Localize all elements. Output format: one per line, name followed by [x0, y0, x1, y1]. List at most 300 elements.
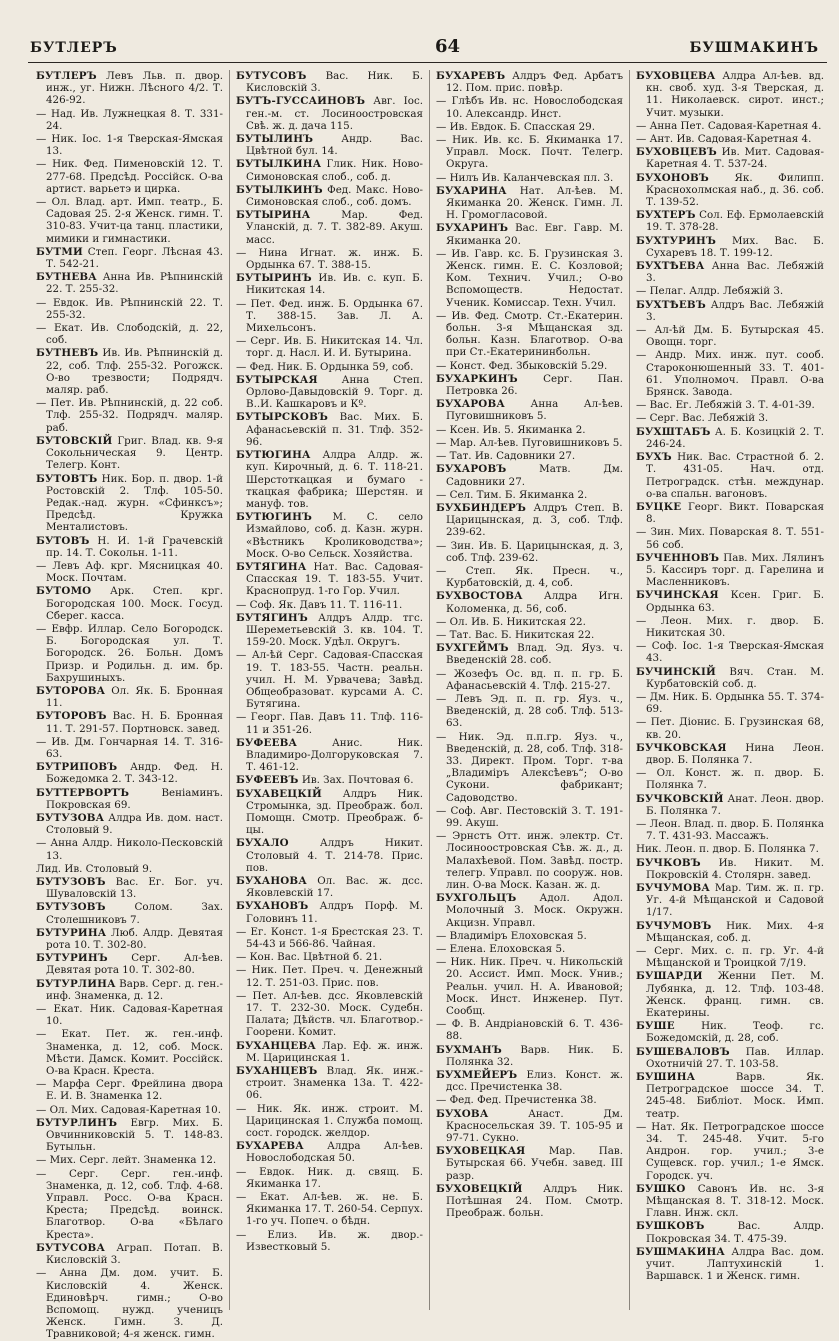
- entry-surname: БУТУРИНЪ: [36, 952, 108, 965]
- directory-entry: [36, 736, 223, 760]
- entry-surname: БУФЕЕВА: [236, 736, 298, 749]
- entry-details: Як. Филипп. Краснохолмская наб., д. 36. соб. Т. 139-52.: [646, 171, 824, 209]
- header-left-word: БУТЛЕРЪ: [30, 40, 118, 56]
- entry-details: Влад. Эд. Яуз. ч. Введенскій 28. соб.: [446, 642, 623, 667]
- columns: [30, 70, 830, 1341]
- directory-entry: [636, 589, 824, 613]
- directory-entry: [636, 209, 824, 233]
- directory-entry: [436, 1108, 623, 1145]
- entry-details: Серг. Ал-ѣев. Девятая рота 10. Т. 302-80.: [46, 952, 223, 977]
- directory-entry: [36, 952, 223, 976]
- entry-details: Солом. Зах. Столешниковъ 7.: [46, 901, 223, 926]
- directory-entry: [636, 767, 824, 791]
- directory-entry: [236, 335, 423, 359]
- directory-entry: [636, 970, 824, 1019]
- entry-details: Анна Вас. Лебяжій 3.: [646, 260, 824, 285]
- entry-surname: БУХАРЕВЪ: [436, 70, 506, 82]
- entry-surname: БУШАРДИ: [636, 970, 703, 983]
- entry-details: — Ник. Ник. Преч. ч. Никольскій 20. Ассист. Имп. Моск. Унив.; Реальн. учил. Н. А. Ивановой; Моск. Инст. Инженер. Пут. Сообщ.: [436, 956, 623, 1018]
- directory-entry: [436, 805, 623, 829]
- entry-details: Варв. Серг. д. ген.-инф. Знаменка, д. 12.: [46, 977, 223, 1002]
- entry-surname: БУХМЕЙЕРЪ: [436, 1069, 518, 1082]
- directory-entry: [236, 737, 423, 774]
- entry-details: Нат. Ал-ѣев. М. Якиманка 20. Женск. Гимн. Л. Н. Громогласовой.: [446, 184, 623, 222]
- entry-details: Влад. Як. инж.-строит. Знаменка 13а. Т. 422-06.: [246, 1065, 423, 1102]
- directory-entry: [36, 435, 223, 472]
- entry-details: — Серг. Мих. с. п. гр. Уг. 4-й Мѣщанской и Троицкой 7/19.: [636, 945, 824, 970]
- directory-entry: [36, 1267, 223, 1340]
- entry-surname: БУТЫРИНА: [236, 209, 311, 222]
- entry-surname: БУХАНОВА: [236, 875, 307, 887]
- directory-entry: [636, 1020, 824, 1044]
- directory-entry: [36, 322, 223, 346]
- entry-details: — Пет. Фед. инж. Б. Ордынка 67. Т. 388-15. Зав. Л. А. Михельсонъ.: [236, 297, 423, 335]
- entry-details: Степ. Георг. Лѣсная 43. Т. 542-21.: [46, 245, 223, 271]
- directory-entry: [636, 172, 824, 209]
- entry-surname: БУТЫРСКОВЪ: [236, 411, 329, 424]
- entry-details: Анна Степ. Орлово-Давыдовскій 9. Торг. д. В..И. Кашкаровъ и Кº.: [246, 373, 423, 411]
- entry-details: Алдра Вас. дом. учит. Лаптухинскій 1. Варшавск. 1 и Женск. гимн.: [646, 1245, 824, 1283]
- entry-details: — Ив. Евдок. Б. Спасская 29.: [436, 120, 595, 133]
- entry-surname: БУТОВЪ: [36, 534, 90, 547]
- entry-surname: БУЧИНСКАЯ: [636, 589, 719, 602]
- entry-details: — Нилъ Ив. Каланчевская пл. 3.: [436, 171, 614, 184]
- entry-details: Савонъ Ив. нс. 3-я Мѣщанская 8. Т. 318-12. Моск. Главн. Инж. скл.: [646, 1182, 824, 1220]
- header-right-word: БУШМАКИНЪ: [689, 40, 819, 56]
- directory-entry: [636, 1183, 824, 1220]
- entry-details: — Зин. Ив. Б. Царицынская, д. 3, соб. Тлф. 239-62.: [436, 539, 623, 564]
- entry-details: Мар. Фед. Уланскій, д. 7. Т. 382-89. Акуш. масс.: [246, 209, 423, 246]
- directory-entry: [236, 1103, 423, 1140]
- directory-entry: [236, 70, 423, 94]
- directory-entry: [236, 247, 423, 271]
- entry-details: — Фед. Ник. Б. Ордынка 59, соб.: [236, 360, 414, 373]
- directory-entry: [436, 373, 623, 397]
- directory-entry: [36, 1117, 223, 1154]
- entry-details: — Ал-ѣй Дм. Б. Бутырская 45. Овощн. торг.: [636, 324, 824, 349]
- directory-entry: [436, 565, 623, 589]
- entry-surname: БУХОВЕЦКАЯ: [436, 1145, 526, 1158]
- directory-entry: [636, 299, 824, 323]
- directory-entry: [436, 95, 623, 119]
- entry-details: — Екат. Пет. ж. ген.-инф. Знаменка, д. 12, соб. Моск. Мѣсти. Дамск. Комит. Россійск. О-ва Красн. Креста.: [36, 1028, 223, 1078]
- entry-details: — Левъ Эд. п. п. гр. Яуз. ч., Введенскій, д. 28 соб. Тлф. 513-63.: [436, 692, 623, 730]
- directory-entry: [636, 640, 824, 664]
- entry-details: Андр. Фед. Н. Божедомка 2. Т. 343-12.: [46, 761, 223, 786]
- entry-surname: БУТУСОВЪ: [236, 70, 307, 82]
- directory-entry: [636, 235, 824, 259]
- entry-details: Андр. Вас. Цвѣтной бул. 14.: [246, 133, 423, 158]
- directory-entry: [436, 892, 623, 929]
- directory-entry: [436, 424, 623, 436]
- entry-details: — Соф. Як. Давъ 11. Т. 116-11.: [236, 598, 403, 611]
- directory-entry: [436, 463, 623, 487]
- directory-entry: [436, 1183, 623, 1220]
- directory-entry: [636, 793, 824, 817]
- entry-details: Ив. Никит. М. Покровскій 4. Столярн. завед.: [646, 856, 824, 881]
- entry-surname: БУХАНОВЪ: [236, 900, 309, 913]
- entry-details: — Тат. Вас. Б. Никитская 22.: [436, 628, 595, 641]
- directory-entry: [236, 1040, 423, 1064]
- entry-details: — Екат. Ив. Слободскій, д. 22, соб.: [36, 322, 223, 347]
- directory-entry: [636, 1071, 824, 1120]
- directory-entry: [436, 930, 623, 942]
- entry-details: Ив. Ив. с. куп. Б. Никитская 14.: [246, 272, 423, 297]
- entry-details: — Тат. Ив. Садовники 27.: [436, 450, 576, 463]
- entry-surname: БУХАРЕВА: [236, 1140, 304, 1153]
- entry-surname: БУХАРОВЪ: [436, 463, 507, 476]
- directory-entry: [236, 711, 423, 735]
- entry-surname: БУТЪ-ГУССАИНОВЪ: [236, 95, 366, 108]
- entry-details: — Ник. Як. инж. строит. М. Царицинская 1. Служба помощ. сост. городск. желдор.: [236, 1102, 423, 1140]
- directory-entry: [36, 761, 223, 785]
- entry-surname: БУХАЛО: [236, 837, 289, 850]
- entry-surname: БУЧКОВСКАЯ: [636, 741, 727, 754]
- entry-details: — Ант. Ив. Садовая-Каретная 4.: [636, 133, 812, 146]
- entry-details: Аграп. Потап. В. Кисловскій 3.: [46, 1241, 223, 1267]
- directory-entry: [436, 540, 623, 564]
- directory-entry: [36, 623, 223, 684]
- entry-details: Ив. Зах. Почтовая 6.: [298, 774, 414, 787]
- entry-details: Алдра Ив. дом. наст. Столовый 9.: [46, 811, 223, 837]
- directory-entry: [636, 818, 824, 842]
- entry-details: — Ник. Іос. 1-я Тверская-Ямская 13.: [36, 133, 223, 158]
- directory-entry: [236, 599, 423, 611]
- entry-details: — Ив. Дм. Гончарная 14. Т. 316-63.: [36, 735, 223, 760]
- entry-surname: БУТЯГИНА: [236, 560, 307, 573]
- directory-entry: [236, 837, 423, 874]
- entry-surname: БУТЫРИНЪ: [236, 272, 312, 285]
- directory-entry: [436, 616, 623, 628]
- entry-surname: БУХАНЦЕВЪ: [236, 1065, 318, 1078]
- entry-surname: БУТЫЛКИНА: [236, 158, 322, 171]
- entry-surname: БУШКО: [636, 1182, 686, 1195]
- directory-entry: [36, 1003, 223, 1027]
- entry-details: — Ол. Ив. Б. Никитская 22.: [436, 615, 586, 628]
- entry-surname: БУХОВЦЕВЪ: [636, 146, 717, 159]
- entry-details: Алдра Ал-ѣев. Новослободская 50.: [246, 1140, 423, 1165]
- directory-entry: [436, 360, 623, 372]
- entry-details: Вас. Алдр. Покровская 34. Т. 475-39.: [646, 1220, 824, 1245]
- entry-details: Алдръ Алдр. тгс. Шереметьевскій 3. кв. 104. Т. 159-20. Моск. Удѣл. Округъ.: [246, 611, 423, 649]
- directory-entry: [436, 310, 623, 359]
- entry-surname: БУТЯГИНЪ: [236, 611, 308, 624]
- directory-entry: [236, 1229, 423, 1253]
- entry-details: Георг. Викт. Поварская 8.: [646, 500, 824, 526]
- directory-entry: [436, 642, 623, 666]
- entry-details: — Евдок. Ник. д. свящ. Б. Якиманка 17.: [236, 1165, 423, 1190]
- directory-entry: [636, 742, 824, 766]
- entry-details: Ник. Мих. 4-я Мѣщанская, соб. д.: [646, 919, 824, 944]
- directory-entry: [436, 590, 623, 614]
- entry-details: Мар. Пав. Бутырская 66. Учебн. завед. III разр.: [446, 1145, 623, 1182]
- entry-details: Левъ Льв. п. двор. инж., уг. Нижн. Лѣсного 4/2. Т. 426-92.: [46, 70, 223, 107]
- directory-entry: [236, 774, 423, 786]
- directory-entry: [36, 246, 223, 270]
- directory-entry: [636, 691, 824, 715]
- entry-surname: БУТОРОВА: [36, 684, 106, 697]
- entry-details: Алдръ Фед. Арбатъ 12. Пом. прис. повѣр.: [446, 70, 623, 95]
- directory-entry: [36, 787, 223, 811]
- directory-entry: [236, 1166, 423, 1190]
- directory-entry: [436, 1044, 623, 1068]
- entry-details: — Ив. Фед. Смотр. Ст.-Екатерин. больн. 3-я Мѣщанская зд. больн. Казн. Благотвор. О-ва при Ст.-Екатерининбольн.: [436, 309, 623, 359]
- entry-details: — Ф. В. Андріановскій 6. Т. 436-88.: [436, 1018, 623, 1043]
- directory-entry: [436, 450, 623, 462]
- directory-entry: [36, 1028, 223, 1077]
- entry-details: — Серг. Серг. ген.-инф. Знаменка, д. 12, соб. Тлф. 4-68. Управл. Росс. О-ва Красн. Креста; Предсѣд. воинск. Благотвор. О-ва «Бѣлаго Креста».: [36, 1167, 223, 1241]
- directory-entry: [436, 502, 623, 539]
- directory-entry: [636, 1220, 824, 1244]
- entry-details: — Екат. Ал-ѣев. ж. не. Б. Якиманка 17. Т. 260-54. Серпух. 1-го уч. Попеч. о бѣдн.: [236, 1191, 423, 1228]
- directory-entry: [636, 920, 824, 944]
- entry-details: — Ег. Конст. 1-я Брестская 23. Т. 54-43 и 566-86. Чайная.: [236, 925, 423, 951]
- entry-details: Веніаминъ. Покровская 69.: [46, 786, 223, 811]
- directory-entry: [436, 731, 623, 804]
- page-header: [30, 36, 827, 62]
- entry-details: Мар. Тим. ж. п. гр. Уг. 4-й Мѣщанской и Садовой 1/17.: [646, 882, 824, 919]
- entry-details: — Фед. Фед. Пречистенка 38.: [436, 1094, 597, 1107]
- entry-surname: БУХАВЕЦКІЙ: [236, 787, 322, 800]
- entry-details: Лид. Ив. Столовый 9.: [36, 862, 153, 875]
- entry-details: Женни Пет. М. Лубянка, д. 12. Тлф. 103-48. Женск. франц. гимн. св. Екатерины.: [646, 970, 824, 1020]
- header-rule: [28, 62, 827, 63]
- directory-entry: [36, 978, 223, 1002]
- directory-entry: [636, 120, 824, 132]
- entry-details: Нат. Вас. Садовая-Спасская 19. Т. 183-55. Учит. Краснопруд. 1-го Гор. Учил.: [246, 560, 423, 598]
- entry-surname: БУТМИ: [36, 245, 83, 258]
- entry-details: — Ник. Эд. п.п.гр. Яуз. ч., Введенскій, д. 28, соб. Тлф. 318-33. Директ. Пром. Торг. т-ва „Владиміръ Алексѣевъ“; О-во Сукони. фабрикант; Садоводство.: [436, 730, 623, 804]
- directory-entry: [636, 716, 824, 740]
- entry-surname: БУТУЗОВА: [36, 811, 105, 824]
- entry-surname: БУТУРЛИНА: [36, 977, 116, 990]
- directory-entry: [36, 901, 223, 925]
- entry-details: Елиз. Конст. ж. дсс. Пречистенка 38.: [446, 1069, 623, 1094]
- directory-entry: [236, 209, 423, 246]
- directory-entry: [36, 1242, 223, 1266]
- directory-entry: [436, 70, 623, 94]
- page-number: 64: [435, 36, 461, 57]
- entry-surname: БУЧУМОВЪ: [636, 919, 712, 932]
- directory-entry: [236, 951, 423, 963]
- entry-details: Ник. Вас. Страстной б. 2. Т. 431-05. Нач. отд. Петроградск. стѣн. междунар. о-ва спальн. вагоновъ.: [646, 451, 824, 500]
- directory-entry: [236, 1191, 423, 1228]
- entry-surname: БУХТѢЕВА: [636, 260, 705, 273]
- directory-entry: [636, 324, 824, 348]
- entry-details: Алдръ Степ. В. Царицынская, д. 3, соб. Тлф. 239-62.: [446, 501, 623, 539]
- directory-entry: [36, 70, 223, 107]
- entry-details: — Сел. Тим. Б. Якиманка 2.: [436, 488, 588, 501]
- entry-details: — Глѣбъ Ив. нс. Новослободская 10. Александр. Инст.: [436, 95, 623, 120]
- directory-entry: [36, 812, 223, 836]
- entry-details: Ксен. Григ. Б. Ордынка 63.: [646, 589, 824, 614]
- entry-details: Анаст. Дм. Красносельская 39. Т. 105-95 и 97-71. Сукно.: [446, 1107, 623, 1145]
- entry-details: — Вас. Ег. Лебяжій 3. Т. 4-01-39.: [636, 399, 815, 412]
- entry-surname: БУТЫЛКИНЪ: [236, 183, 323, 196]
- directory-entry: [636, 501, 824, 525]
- directory-entry: [236, 926, 423, 950]
- entry-details: Фед. Макс. Ново-Симоновская слоб., соб. домъ.: [246, 183, 423, 209]
- directory-entry: [636, 1121, 824, 1182]
- entry-details: — Анна Дм. дом. учит. Б. Кисловскій 4. Женск. Единовѣрч. гимн.; О-во Вспомощ. нужд. ученицъ Женск. Гимн. З. Д. Травниковой; 4-я женск. гимн.: [36, 1267, 223, 1341]
- directory-entry: [436, 693, 623, 730]
- entry-surname: БУТЮГИНА: [236, 449, 311, 462]
- entry-details: Алдръ Никит. Столовый 4. Т. 214-78. Прис. пов.: [246, 837, 423, 874]
- entry-details: — Эрнстъ Отт. инж. электр. Ст. Лосиноостровская Сѣв. ж. д., д. Малахѣевой. Пом. Завѣд. постр. телегр. Управл. по сооруж. нов. лин. О-ва Моск. Казан. ж. д.: [436, 830, 623, 891]
- directory-entry: [636, 285, 824, 297]
- entry-details: Анат. Леон. двор. Б. Полянка 7.: [646, 792, 824, 817]
- entry-details: Алдръ Ник. Стромынка, зд. Преображ. бол. Помощн. Смотр. Преображ. б-цы.: [246, 787, 423, 837]
- entry-details: — Ол. Мих. Садовая-Каретная 10.: [36, 1103, 221, 1116]
- directory-entry: [36, 535, 223, 559]
- column-1: [30, 70, 230, 1341]
- entry-details: — Пет. Ив. Рѣпнинскій, д. 22 соб. Тлф. 255-32. Подрядч. маляр. раб.: [36, 397, 223, 434]
- entry-details: Варв. Як. Петроградское шоссе 34. Т. 245-48. Библіот. Моск. Имп. театр.: [646, 1071, 824, 1120]
- entry-details: Вас. Ег. Бог. уч. Шуваловскій 13.: [46, 876, 223, 901]
- directory-entry: [236, 298, 423, 335]
- entry-surname: БУХОВЕЦКІЙ: [436, 1182, 523, 1195]
- directory-entry: [36, 585, 223, 622]
- directory-entry: [36, 1154, 223, 1166]
- directory-entry: [236, 1140, 423, 1164]
- directory-entry: [636, 615, 824, 639]
- entry-details: Алдра Ал-ѣев. вд. кн. своб. худ. 3-я Тверская, д. 11. Николаевск. сирот. инст.; Учит. музыки.: [646, 70, 824, 119]
- directory-entry: [236, 272, 423, 296]
- directory-entry: [436, 185, 623, 222]
- directory-entry: [236, 158, 423, 182]
- directory-entry: [636, 1246, 824, 1283]
- entry-details: — Ол. Влад. арт. Имп. театр., Б. Садовая 25. 2-я Женск. гимн. Т. 310-83. Учит-ца танц. пластики, мимики и гимнастики.: [36, 196, 223, 245]
- entry-details: Ол. Як. Б. Бронная 11.: [46, 684, 223, 710]
- entry-details: Пав. Иллар. Охотничій 27. Т. 103-58.: [646, 1045, 824, 1070]
- directory-entry: [436, 1069, 623, 1093]
- entry-surname: БУЧКОВЪ: [636, 856, 701, 869]
- directory-entry: [636, 70, 824, 119]
- entry-surname: БУТНЕВЪ: [36, 347, 99, 360]
- entry-details: Люб. Алдр. Девятая рота 10. Т. 302-80.: [46, 926, 223, 952]
- directory-entry: [636, 666, 824, 690]
- directory-entry: [236, 184, 423, 208]
- entry-details: — Ник. Фед. Пименовскій 12. Т. 277-68. Предсѣд. Россійск. О-ва артист. варьетэ и цирка.: [36, 158, 223, 195]
- directory-entry: [36, 133, 223, 157]
- entry-surname: БУТУЗОВЪ: [36, 876, 106, 888]
- entry-details: — Владиміръ Елоховская 5.: [436, 929, 587, 942]
- directory-entry: [636, 552, 824, 589]
- directory-entry: [36, 1168, 223, 1241]
- directory-entry: [236, 561, 423, 598]
- entry-surname: БУТУЗОВЪ: [36, 901, 106, 914]
- entry-details: — Конст. Фед. Збыковскій 5.29.: [436, 359, 608, 372]
- entry-details: — Елена. Елоховская 5.: [436, 943, 566, 956]
- entry-details: — Пет. Діонис. Б. Грузинская 68, кв. 20.: [636, 716, 824, 741]
- entry-details: М. С. село Измайлово, соб. д. Казн. журн. «Вѣстникъ Кролиководства»; Моск. О-во Сельск. Хозяйства.: [246, 511, 423, 560]
- entry-surname: БУТРИПОВЪ: [36, 761, 118, 774]
- entry-surname: БУХЪ: [636, 451, 672, 464]
- entry-details: — Ал-ѣй Серг. Садовая-Спасская 19. Т. 183-55. Частн. реальн. учил. Н. М. Урвачева; Завѣд. Общеобразоват. курсами А. С. Бутягина.: [236, 649, 423, 711]
- entry-details: — Серг. Ив. Б. Никитская 14. Чл. торг. д. Насл. И. И. Бутырина.: [236, 335, 423, 360]
- entry-details: — Соф. Авг. Пестовскій 3. Т. 191-99. Акуш.: [436, 804, 623, 829]
- directory-entry: [36, 158, 223, 195]
- entry-surname: БУХГЕЙМЪ: [436, 642, 509, 655]
- entry-details: Серг. Пан. Петровка 26.: [446, 372, 623, 398]
- entry-details: — Ол. Конст. ж. п. двор. Б. Полянка 7.: [636, 767, 824, 792]
- entry-details: Мих. Вас. Б. Сухаревъ 18. Т. 199-12.: [646, 234, 824, 259]
- entry-details: — Серг. Вас. Лебяжій 3.: [636, 412, 769, 425]
- directory-entry: [636, 399, 824, 411]
- entry-details: Вас. Евг. Гавр. М. Якиманка 20.: [446, 222, 623, 247]
- entry-surname: БУХВОСТОВА: [436, 590, 523, 603]
- directory-entry: [436, 830, 623, 891]
- entry-surname: БУХМАНЪ: [436, 1043, 502, 1056]
- entry-details: Сол. Еф. Ермолаевскій 19. Т. 378-28.: [646, 209, 824, 234]
- directory-entry: [236, 361, 423, 373]
- directory-entry: [36, 927, 223, 951]
- directory-entry: [436, 668, 623, 692]
- entry-details: Анна Ив. Рѣпнинскій 22. Т. 255-32.: [46, 271, 223, 296]
- entry-surname: БУТОВСКІЙ: [36, 434, 113, 447]
- entry-details: — Марфа Серг. Фрейлина двора Е. И. В. Знаменка 12.: [36, 1078, 223, 1103]
- entry-surname: БУШМАКИНА: [636, 1245, 726, 1258]
- entry-surname: БУТОМО: [36, 585, 92, 598]
- entry-details: — Степ. Як. Пресн. ч., Курбатовскій, д. 4, соб.: [436, 564, 623, 590]
- entry-details: — Евдок. Ив. Рѣпнинскій 22. Т. 255-32.: [36, 296, 223, 321]
- entry-details: Евгр. Мих. Б. Овчинниковскій 5. Т. 148-83. Бутыльн.: [46, 1116, 223, 1154]
- directory-entry: [36, 1104, 223, 1116]
- column-4: [630, 70, 830, 1310]
- directory-entry: [236, 95, 423, 132]
- directory-entry: [36, 685, 223, 709]
- entry-details: — Левъ Аф. крг. Мясницкая 40. Моск. Почтам.: [36, 559, 223, 585]
- entry-details: — Анна Алдр. Николо-Песковскій 13.: [36, 837, 223, 862]
- entry-surname: БУТЛЕРЪ: [36, 70, 97, 82]
- entry-details: Вас. Н. Б. Бронная 11. Т. 291-57. Портновск. завед.: [46, 710, 223, 735]
- directory-entry: [436, 956, 623, 1017]
- entry-surname: БУТЫЛИНЪ: [236, 133, 314, 146]
- directory-entry: [436, 1145, 623, 1182]
- directory-entry: [436, 398, 623, 422]
- entry-surname: БУХБИНДЕРЪ: [436, 501, 526, 514]
- directory-entry: [236, 511, 423, 560]
- entry-surname: БУЧКОВСКІЙ: [636, 792, 724, 805]
- entry-details: Ник. Бор. п. двор. 1-й Ростовскій 2. Тлф. 105-50. Редак.-над. журн. «Сфинксъ»; Предсѣд. Кружка Менталистовъ.: [46, 472, 223, 534]
- entry-details: — Над. Ив. Лужнецкая 8. Т. 331-24.: [36, 107, 223, 132]
- entry-surname: БУХОНОВЪ: [636, 171, 709, 184]
- entry-details: Ол. Вас. ж. дсс. Яковлевскій 17.: [246, 875, 423, 900]
- entry-surname: БУТОВТЪ: [36, 472, 98, 485]
- entry-surname: БУХТѢЕВЪ: [636, 298, 706, 311]
- entry-surname: БУШЕ: [636, 1020, 675, 1033]
- directory-entry: [636, 526, 824, 550]
- entry-details: Ник. Теоф. гс. Божедомскій, д. 28, соб.: [646, 1020, 824, 1045]
- entry-surname: БУТУРИНА: [36, 926, 107, 939]
- directory-entry: [636, 146, 824, 170]
- entry-details: Лар. Еф. ж. инж. М. Царицинская 1.: [246, 1039, 423, 1064]
- entry-details: — Леон. Мих. г. двор. Б. Никитская 30.: [636, 614, 824, 639]
- entry-details: — Анна Пет. Садовая-Каретная 4.: [636, 119, 822, 132]
- directory-entry: [36, 347, 223, 396]
- entry-details: — Кон. Вас. Цвѣтной б. 21.: [236, 951, 383, 964]
- entry-details: — Жозефъ Ос. вд. п. п. гр. Б. Афанасьевскій 4. Тлф. 215-27.: [436, 667, 623, 692]
- directory-entry: [236, 875, 423, 899]
- directory-entry: [36, 560, 223, 584]
- entry-details: — Елиз. Ив. ж. двор.-Известковый 5.: [236, 1228, 423, 1253]
- entry-surname: БУХОВЦЕВА: [636, 70, 716, 82]
- directory-entry: [236, 1065, 423, 1102]
- entry-surname: БУТЮГИНЪ: [236, 511, 313, 524]
- entry-details: — Георг. Пав. Давъ 11. Тлф. 116-11 и 351-26.: [236, 711, 423, 736]
- entry-details: — Соф. Іос. 1-я Тверская-Ямская 43.: [636, 640, 824, 665]
- entry-details: Авг. Іос. ген.-м. ст. Лосиноостровская Свѣ. ж. д. дача 115.: [246, 95, 423, 132]
